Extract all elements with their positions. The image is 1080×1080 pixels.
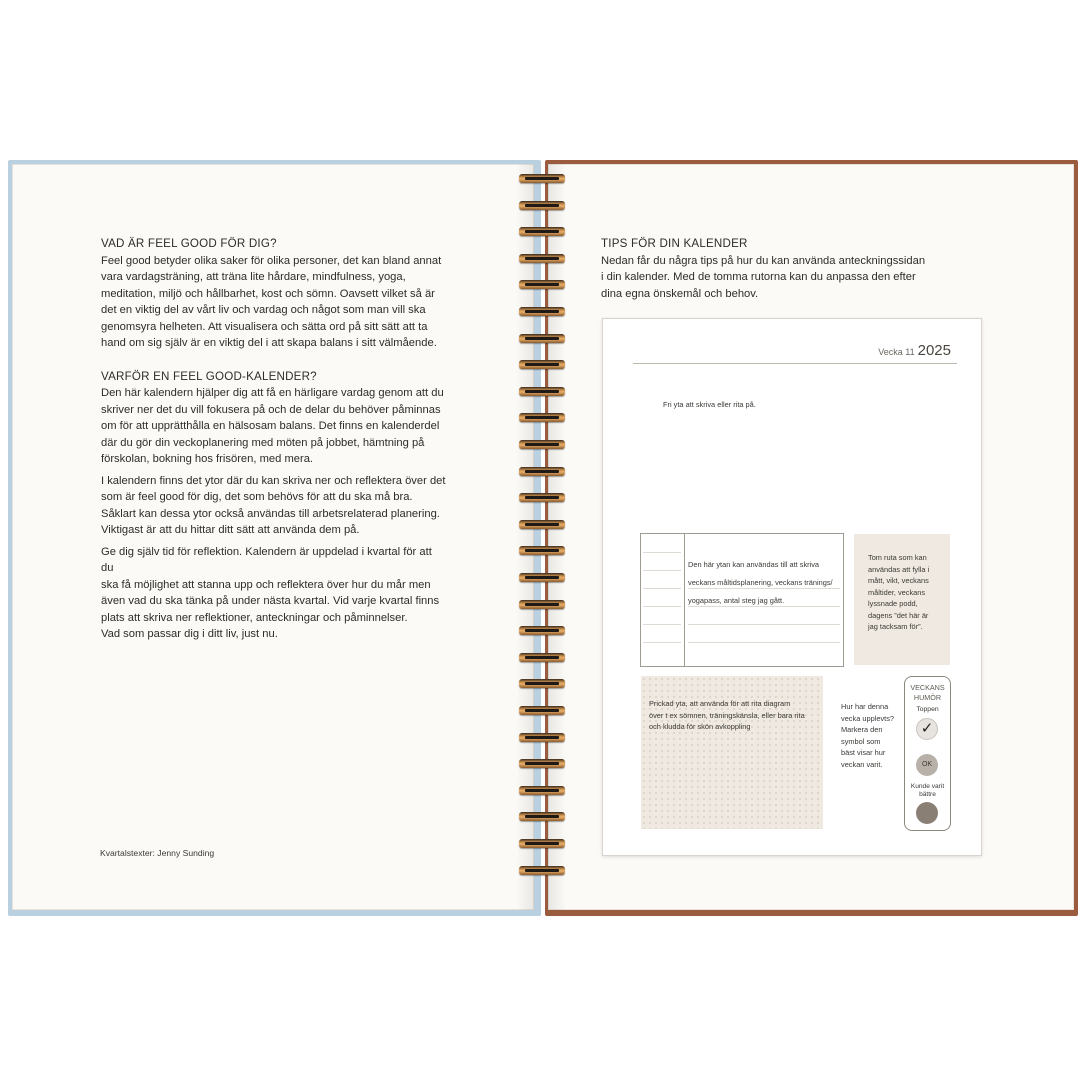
spiral-coil <box>519 759 565 768</box>
free-area-note: Fri yta att skriva eller rita på. <box>663 400 756 409</box>
text-line: måltider, veckans <box>868 587 926 597</box>
right-spine-shadow <box>548 164 566 910</box>
why-paragraph-2 <box>101 473 446 539</box>
spiral-coil <box>519 812 565 821</box>
year: 2025 <box>917 342 951 359</box>
text-line: Prickad yta, att använda för att rita diagram <box>649 699 791 708</box>
coil-hole <box>525 682 559 685</box>
why-paragraph-1 <box>101 385 446 468</box>
text-line: HUMÖR <box>913 692 942 702</box>
coil-hole <box>525 177 559 180</box>
ruled-line <box>688 624 840 625</box>
section-heading-feel-good: VAD ÄR FEEL GOOD FÖR DIG? <box>101 237 277 250</box>
check-icon: ✓ <box>920 720 934 737</box>
coil-hole <box>525 310 559 313</box>
coil-hole <box>525 549 559 552</box>
text-line: veckans måltidsplanering, veckans tränings/ <box>688 578 833 587</box>
spiral-coil <box>519 334 565 343</box>
text-line: över t ex sömnen, träningskänsla, eller bara rita <box>649 710 805 720</box>
spiral-coil <box>519 387 565 396</box>
text-line: yogapass, antal steg jag gått. <box>688 596 785 605</box>
text-line: vara vardagsträning, att träna lite hårdare, mindfulness, yoga, <box>101 271 406 283</box>
coil-hole <box>525 603 559 606</box>
coil-hole <box>525 869 559 872</box>
text-line: meditation, miljö och hållbarhet, kost och sömn. Oavsett vilket så är <box>101 287 435 300</box>
text-line: jag tacksam för”. <box>868 622 923 631</box>
mood-question <box>841 701 905 770</box>
text-line: vecka upplevts? <box>841 713 894 723</box>
left-spine-shadow <box>516 164 534 910</box>
dotted-area-note <box>649 698 821 733</box>
mood-bottom-label <box>905 783 950 799</box>
text-line: bäst visar hur <box>841 748 886 757</box>
meal-box-left-column <box>641 534 685 666</box>
spiral-coil <box>519 360 565 369</box>
dotted-area <box>641 676 823 829</box>
ruled-line <box>643 552 681 553</box>
text-line: Hur har denna <box>841 702 889 711</box>
coil-hole <box>525 257 559 260</box>
coil-hole <box>525 656 559 659</box>
text-line: skriver ner det du vill fokusera på och de delar du behöver påminnas <box>101 403 441 416</box>
coil-hole <box>525 629 559 632</box>
coil-hole <box>525 576 559 579</box>
text-line: Nedan får du några tips på hur du kan använda anteckningssidan <box>601 254 926 267</box>
right-page-text <box>601 236 931 302</box>
text-line: Vad som passar dig i ditt liv, just nu. <box>101 628 278 640</box>
coil-hole <box>525 470 559 473</box>
text-line: ska få möjlighet att stanna upp och reflektera över hur du mår men <box>101 578 431 591</box>
header-rule <box>633 363 957 364</box>
text-line: mått, vikt, veckans <box>868 576 929 585</box>
spiral-coil <box>519 600 565 609</box>
text-line: lyssnade podd, <box>868 599 918 608</box>
text-line: och kludda för skön avkoppling <box>649 722 751 731</box>
coil-hole <box>525 204 559 207</box>
text-line: det en viktig del av vårt liv och vardag och något som man vill ska <box>101 304 426 316</box>
text-line: hand om sig själv är en viktig del i att skapa balans i sitt välmående. <box>101 337 437 349</box>
text-line: förskolan, bokning hos frisören, med mera. <box>101 453 314 465</box>
text-line: Tom ruta som kan <box>868 553 927 562</box>
spiral-coil <box>519 839 565 848</box>
spiral-coil <box>519 440 565 449</box>
spiral-coil <box>519 520 565 529</box>
coil-hole <box>525 842 559 845</box>
spiral-coil <box>519 174 565 183</box>
coil-hole <box>525 496 559 499</box>
coil-hole <box>525 443 559 446</box>
text-line: Viktigast är att du hittar ditt sätt att använda dem på. <box>101 524 360 536</box>
spiral-coil <box>519 653 565 662</box>
coil-hole <box>525 815 559 818</box>
text-line: i din kalender. Med de tomma rutorna kan du anpassa den efter <box>601 271 916 283</box>
coil-hole <box>525 390 559 393</box>
text-line: även vad du ska tänka på under nästa kvartal. Vid varje kvartal finns <box>101 595 440 607</box>
quarter-texts-credit: Kvartalstexter: Jenny Sunding <box>100 848 215 858</box>
text-line: användas att fylla i <box>868 564 930 574</box>
coil-hole <box>525 736 559 739</box>
spiral-coil <box>519 467 565 476</box>
section-heading-why-calendar: VARFÖR EN FEEL GOOD-KALENDER? <box>101 369 317 383</box>
mood-top-circle[interactable] <box>916 718 938 740</box>
text-line: Kunde varit <box>910 783 945 790</box>
mood-bottom-circle[interactable] <box>916 802 938 824</box>
text-line: Såklart kan dessa ytor också användas till arbetsrelaterad planering. <box>101 507 440 520</box>
tips-heading: TIPS FÖR DIN KALENDER <box>601 237 748 250</box>
text-line: dagens ”det här är <box>868 610 929 620</box>
coil-hole <box>525 363 559 366</box>
spiral-coil <box>519 866 565 875</box>
spiral-coil <box>519 307 565 316</box>
coil-hole <box>525 416 559 419</box>
spiral-coil <box>519 254 565 263</box>
spiral-coil <box>519 280 565 289</box>
text-line: symbol som <box>841 736 881 746</box>
spiral-coil <box>519 679 565 688</box>
spiral-coil <box>519 733 565 742</box>
text-line: Den här kalendern hjälper dig att få en härligare vardag genom att du <box>101 387 444 399</box>
text-line: där du gör din veckoplanering med möten på jobbet, hämtning på <box>101 436 425 449</box>
text-line: Markera den <box>841 725 883 734</box>
coil-hole <box>525 789 559 792</box>
weekly-mood-tracker <box>904 676 951 831</box>
ruled-line <box>688 642 840 643</box>
coil-hole <box>525 709 559 712</box>
left-page-text <box>101 236 446 648</box>
coil-hole <box>525 523 559 526</box>
spiral-coil <box>519 201 565 210</box>
ruled-line <box>643 642 681 643</box>
coil-hole <box>525 230 559 233</box>
why-paragraph-3 <box>101 544 446 643</box>
spiral-coil <box>519 227 565 236</box>
mood-ok-label: OK <box>921 761 933 768</box>
ruled-line <box>643 588 681 589</box>
notes-page-example <box>602 318 982 856</box>
empty-custom-box <box>854 534 950 665</box>
meal-box-note <box>688 556 843 610</box>
text-line: dina egna önskemål och behov. <box>601 287 759 300</box>
spiral-coil <box>519 546 565 555</box>
coil-hole <box>525 283 559 286</box>
ruled-line <box>643 570 681 571</box>
mood-top-label: Toppen <box>916 706 939 713</box>
ruled-line <box>643 624 681 625</box>
tips-intro <box>601 253 931 303</box>
custom-box-note <box>868 552 948 633</box>
text-line: veckan varit. <box>841 759 883 769</box>
feel-good-paragraph <box>101 253 446 352</box>
text-line: som är feel good för dig, det som behövs för att du ska må bra. <box>101 491 413 503</box>
week-number: Vecka 11 <box>878 347 915 357</box>
spiral-coil <box>519 706 565 715</box>
text-line: bättre <box>919 791 936 798</box>
text-line: Feel good betyder olika saker för olika personer, det kan bland annat <box>101 254 442 267</box>
text-line: plats att skriva ner reflektioner, anteckningar och påminnelser. <box>101 611 408 624</box>
spiral-coil <box>519 786 565 795</box>
coil-hole <box>525 762 559 765</box>
spiral-coil <box>519 413 565 422</box>
ruled-line <box>643 606 681 607</box>
spiral-coil <box>519 493 565 502</box>
text-line: om för att upprätthålla en hälsosam balans. Det finns en kalenderdel <box>101 420 440 432</box>
spiral-coil <box>519 626 565 635</box>
coil-hole <box>525 337 559 340</box>
text-line: genomsyra helheten. Att visualisera och sätta ord på sitt sätt att ta <box>101 320 428 333</box>
text-line: VECKANS <box>910 683 945 692</box>
mood-title <box>905 683 950 702</box>
week-header <box>878 342 951 359</box>
meal-planning-box <box>640 533 844 667</box>
text-line: I kalendern finns det ytor där du kan skriva ner och reflektera över det <box>101 474 446 487</box>
spiral-coil <box>519 573 565 582</box>
mood-ok-circle[interactable] <box>916 754 938 776</box>
text-line: Den här ytan kan användas till att skriva <box>688 560 820 569</box>
text-line: Ge dig själv tid för reflektion. Kalendern är uppdelad i kvartal för att du <box>101 545 432 574</box>
